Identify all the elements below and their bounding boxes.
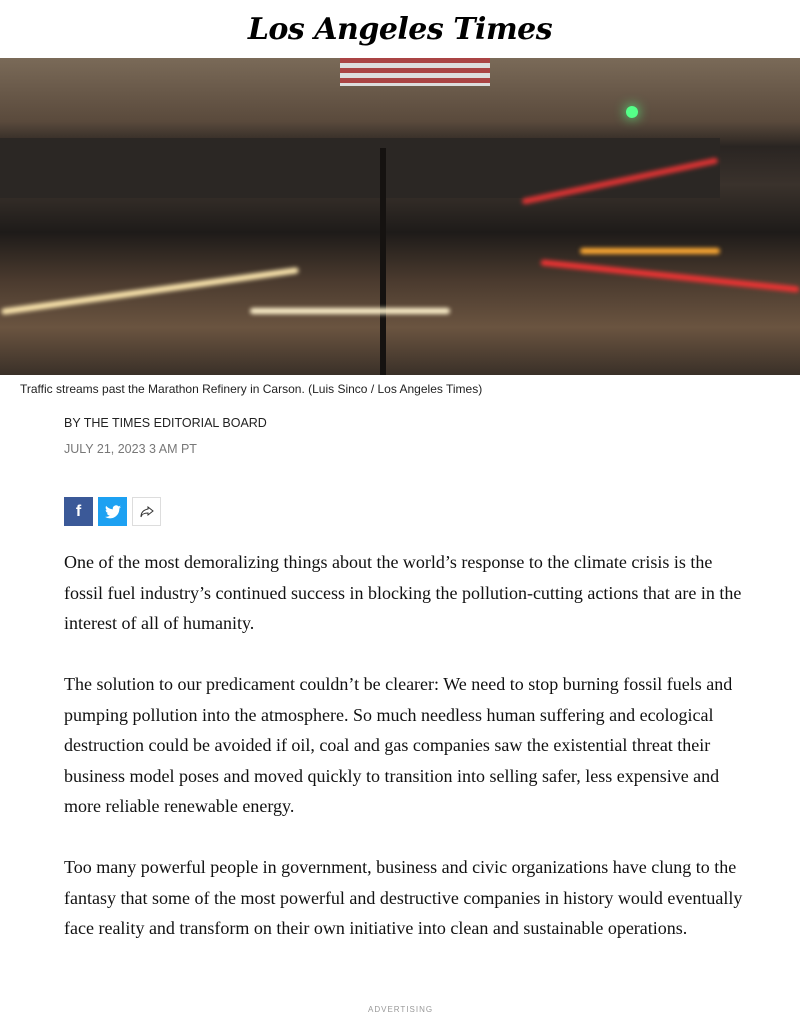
publish-date: JULY 21, 2023 3 AM PT [64, 442, 197, 456]
share-button[interactable] [132, 497, 161, 526]
paragraph: One of the most demoralizing things about the world’s response to the climate crisis is the fossil fuel industry’s continued success in blocking the pollution-cutting actions that are in the interest of all of humanity. [64, 552, 742, 633]
masthead [0, 0, 800, 58]
paragraph: The solution to our predicament couldn’t be clearer: We need to stop burning fossil fuels and pumping pollution into the atmosphere. So much needless human suffering and ecological destruction could be avoided if oil, coal and gas companies saw the existential threat their business model poses and moved quickly to transition into selling safer, less expensive and more reliable renewable energy. [64, 674, 733, 816]
twitter-icon [105, 505, 121, 519]
facebook-share-button[interactable] [64, 497, 93, 526]
advertising-label: ADVERTISING [368, 1005, 434, 1014]
article-body [64, 547, 744, 974]
hero-photo [0, 58, 800, 375]
share-bar [64, 497, 161, 526]
photo-caption: Traffic streams past the Marathon Refinery in Carson. (Luis Sinco / Los Angeles Times) [20, 382, 483, 396]
paragraph: Too many powerful people in government, business and civic organizations have clung to the fantasy that some of the most powerful and destructive companies in history would eventually face reality and transform on their own initiative into clean and sustainable operations. [64, 857, 743, 938]
bridge [0, 138, 720, 198]
light-streak [540, 259, 799, 292]
flag [340, 58, 490, 86]
traffic-light [626, 106, 638, 118]
light-streak [250, 308, 450, 314]
pole [380, 148, 386, 375]
light-streak [580, 248, 720, 254]
la-times-logo[interactable]: Los Angeles Times [247, 11, 553, 47]
facebook-icon: f [75, 502, 82, 520]
share-arrow-icon [140, 506, 154, 518]
twitter-share-button[interactable] [98, 497, 127, 526]
byline[interactable]: BY THE TIMES EDITORIAL BOARD [64, 416, 267, 430]
